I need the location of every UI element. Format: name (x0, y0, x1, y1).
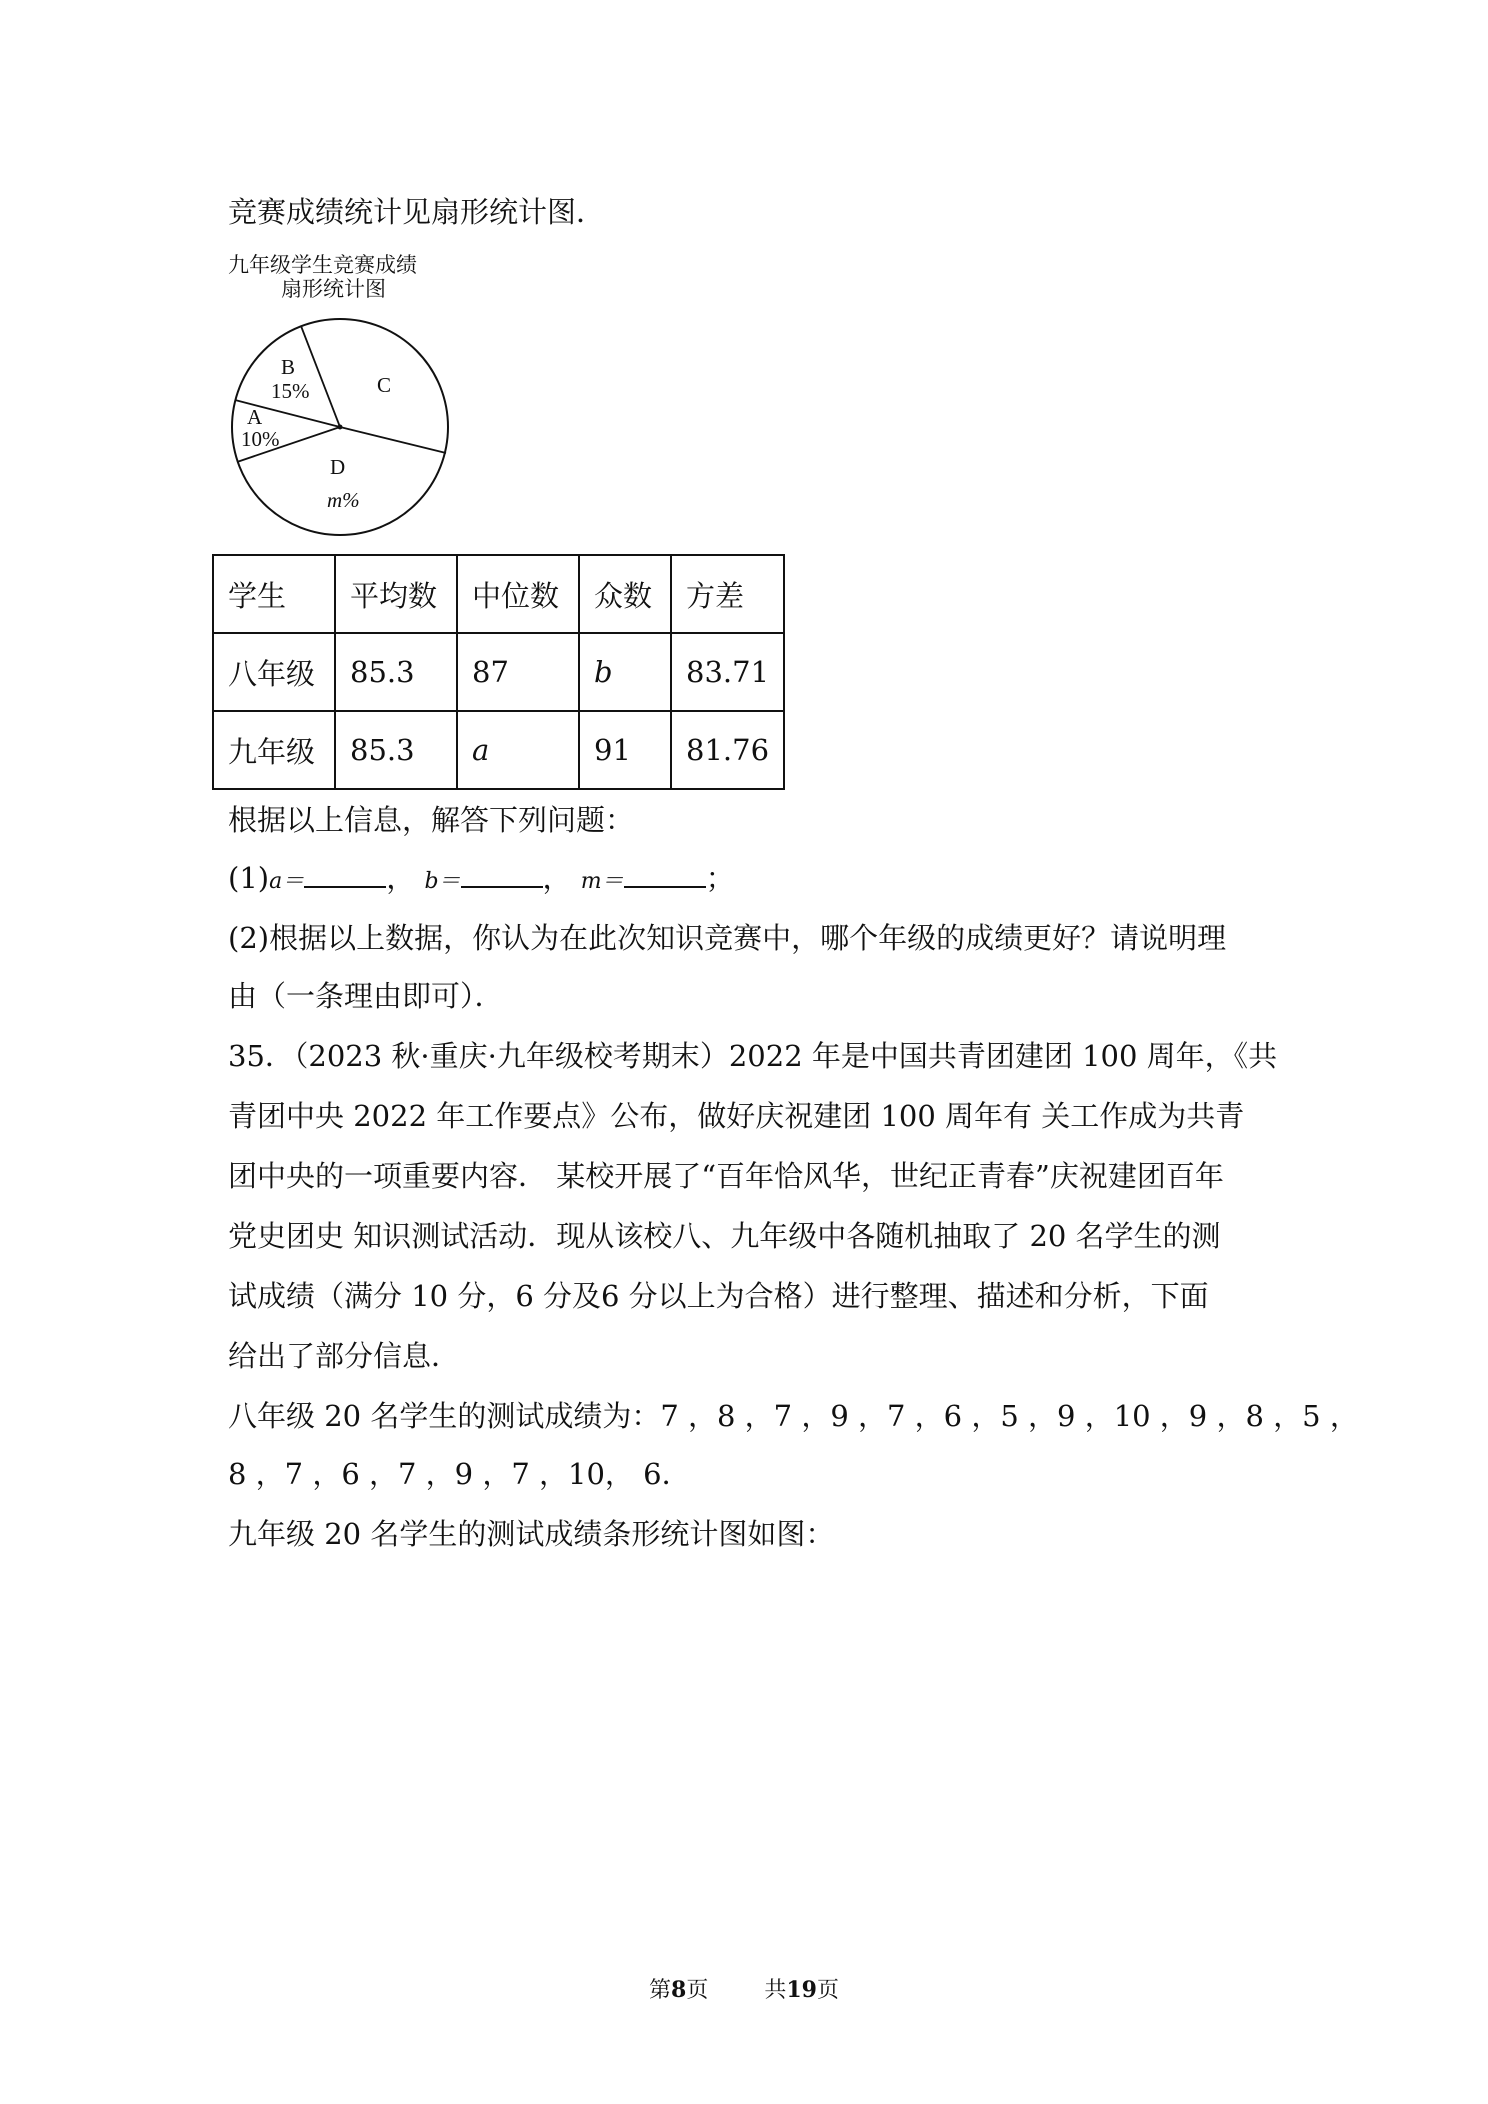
q1-sep1: ， (386, 861, 416, 895)
question-intro: 根据以上信息，解答下列问题： (228, 803, 635, 837)
footer-page-number: 8 (671, 1977, 687, 2003)
pie-chart (225, 312, 455, 542)
q1-a-label: a＝ (269, 869, 305, 894)
q1-m-blank (624, 858, 706, 888)
problem-35-line5: 试成绩（满分 10 分，6 分及6 分以上为合格）进行整理、描述和分析，下面 (228, 1279, 1209, 1313)
table-cell: 85.3 (335, 633, 457, 711)
grade9-chart-caption: 九年级 20 名学生的测试成绩条形统计图如图： (228, 1517, 835, 1551)
q1-sep2: ， (542, 861, 572, 895)
table-row (213, 711, 784, 789)
pie-title-line1: 九年级学生竞赛成绩 (228, 253, 417, 277)
pie-divider-cd (340, 427, 446, 453)
slice-value-a: 10% (241, 427, 280, 451)
header-cell: 中位数 (457, 555, 579, 633)
question-1 (228, 858, 1278, 902)
header-cell: 众数 (579, 555, 671, 633)
q1-a-blank (304, 858, 386, 888)
table-cell: 九年级 (213, 711, 335, 789)
table-cell: b (579, 633, 671, 711)
problem-35-line6: 给出了部分信息． (228, 1339, 461, 1373)
q1-prefix: (1) (228, 861, 270, 895)
slice-label-a: A (247, 405, 263, 429)
footer-total-number: 19 (786, 1977, 817, 2003)
table-cell: 八年级 (213, 633, 335, 711)
pie-center (338, 425, 343, 430)
header-cell: 学生 (213, 555, 335, 633)
table-cell: 87 (457, 633, 579, 711)
footer-total-suffix: 页 (816, 1978, 839, 2003)
grade8-scores-line2: 8 ，7 ，6 ，7 ，9 ，7 ，10， 6． (228, 1457, 691, 1491)
q1-end: ； (705, 861, 735, 895)
footer-total-prefix: 共 (764, 1978, 787, 2003)
problem-35-line4: 党史团史 知识测试活动．现从该校八、九年级中各随机抽取了 20 名学生的测 (228, 1219, 1221, 1253)
q1-b-blank (461, 858, 543, 888)
table-header-row (213, 555, 784, 633)
pie-title-line2: 扇形统计图 (281, 277, 386, 301)
slice-value-b: 15% (271, 379, 310, 403)
footer-page-suffix: 页 (686, 1978, 709, 2003)
slice-label-c: C (377, 373, 392, 397)
table-cell: 85.3 (335, 711, 457, 789)
table-cell: a (457, 711, 579, 789)
q1-m-label: m＝ (580, 869, 624, 894)
slice-value-d: m% (327, 488, 360, 512)
grade8-scores-line1: 八年级 20 名学生的测试成绩为：7 ，8 ，7 ，9 ，7 ，6 ，5 ，9 ，10 ，9 ，8 ，5 ， (228, 1399, 1359, 1433)
slice-label-d: D (330, 455, 346, 479)
header-cell: 平均数 (335, 555, 457, 633)
table-cell: 83.71 (671, 633, 784, 711)
footer-page-prefix: 第 (649, 1978, 672, 2003)
table-cell: 91 (579, 711, 671, 789)
intro-line: 竞赛成绩统计见扇形统计图． (228, 195, 606, 229)
table-row (213, 633, 784, 711)
problem-35-line3: 团中央的一项重要内容． 某校开展了“百年恰风华，世纪正青春”庆祝建团百年 (228, 1159, 1224, 1193)
slice-label-b: B (281, 355, 296, 379)
q1-b-label: b＝ (424, 869, 461, 894)
header-cell: 方差 (671, 555, 784, 633)
page-footer (0, 1977, 1488, 2004)
question-2-line2: 由（一条理由即可）． (228, 979, 504, 1013)
problem-35-line1: 35．（2023 秋·重庆·九年级校考期末）2022 年是中国共青团建团 100 周年，《共 (228, 1039, 1278, 1073)
pie-divider-bc (301, 326, 340, 427)
stats-table (212, 554, 785, 790)
question-2-line1: (2)根据以上数据，你认为在此次知识竞赛中，哪个年级的成绩更好？请说明理 (228, 921, 1227, 955)
problem-35-line2: 青团中央 2022 年工作要点》公布，做好庆祝建团 100 周年有 关工作成为共青 (228, 1099, 1245, 1133)
table-cell: 81.76 (671, 711, 784, 789)
